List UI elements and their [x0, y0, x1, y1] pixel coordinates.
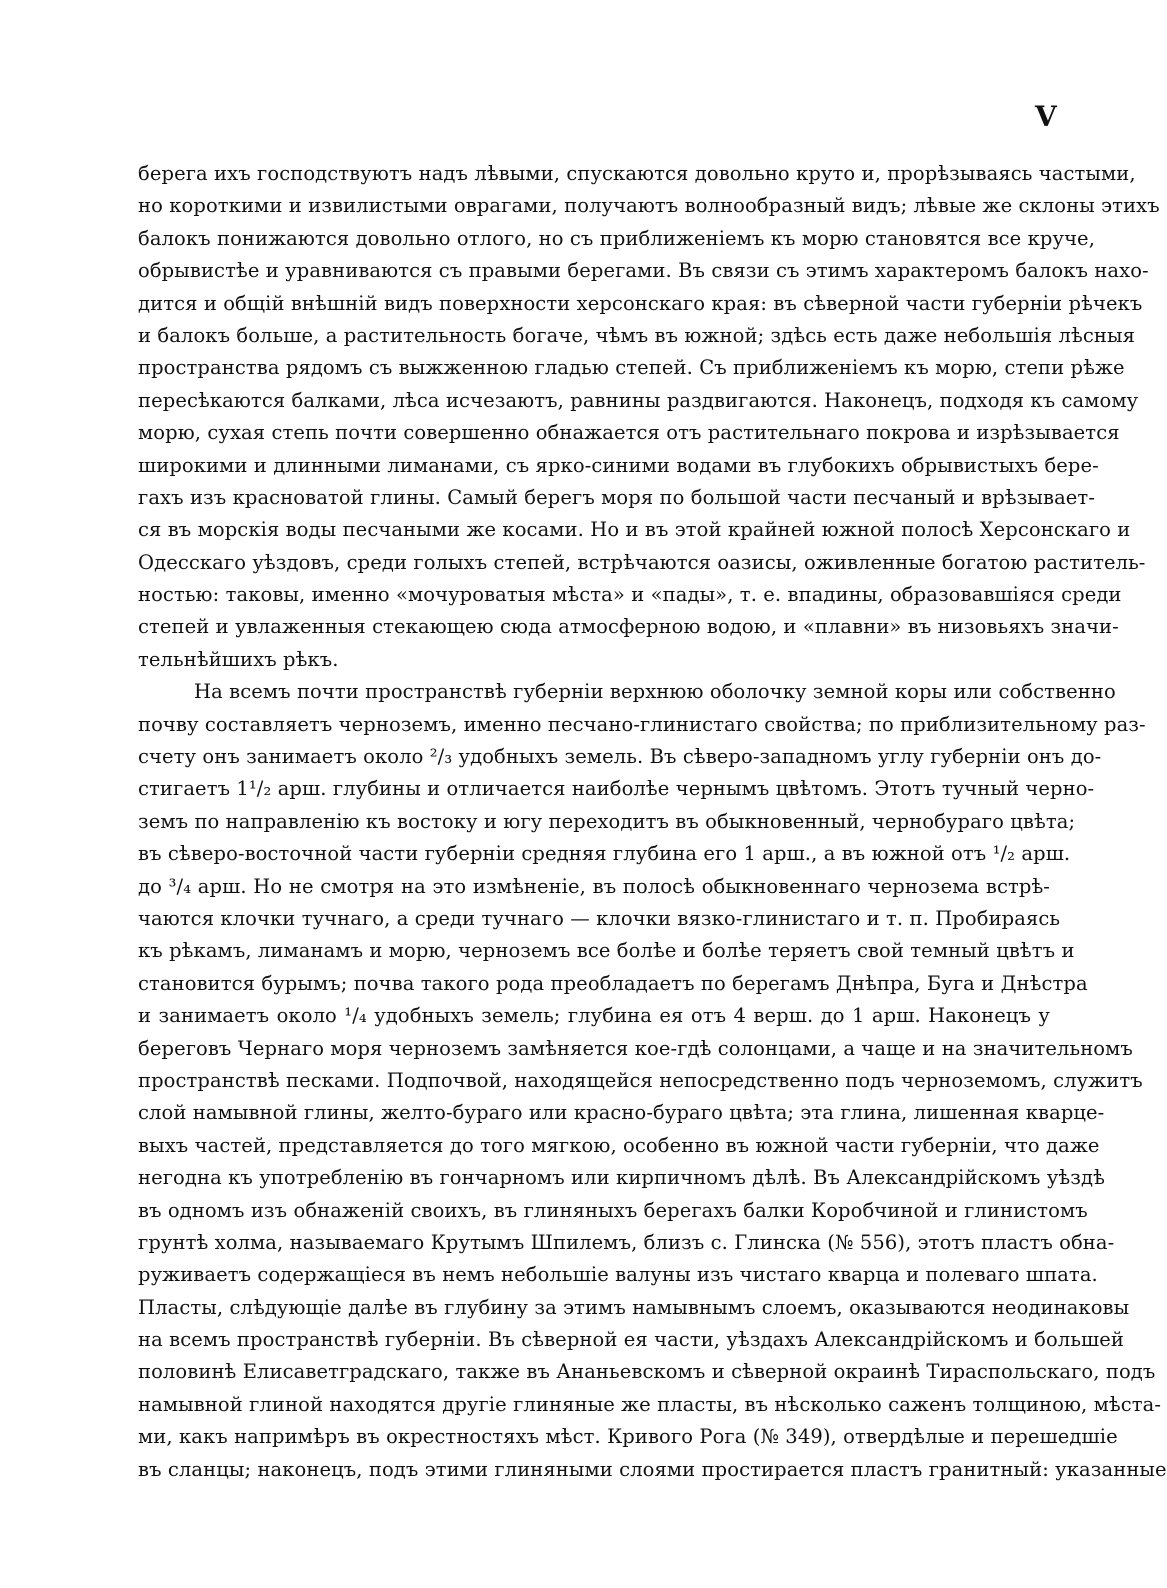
text-line: выхъ частей, представляется до того мягкою, особенно въ южной части губерніи, что даже: [138, 1133, 1100, 1157]
text-line: на всемъ пространствѣ губерніи. Въ сѣверной ея части, уѣздахъ Александрійскомъ и большей: [138, 1328, 1125, 1352]
text-line: Пласты, слѣдующіе далѣе въ глубину за этимъ намывнымъ слоемъ, оказываются неодинаковы: [138, 1295, 1130, 1319]
text-line: дится и общій внѣшній видъ поверхности херсонскаго края: въ сѣверной части губерніи рѣчекъ: [138, 291, 1143, 315]
text-line: къ рѣкамъ, лиманамъ и морю, черноземъ все болѣе и болѣе теряетъ свой темный цвѣтъ и: [138, 939, 1075, 963]
text-line: Одесскаго уѣздовъ, среди голыхъ степей, встрѣчаются оазисы, оживленные богатою раститель-: [138, 550, 1146, 574]
text-line: ми, какъ напримѣръ въ окрестностяхъ мѣст. Кривого Рога (№ 349), отвердѣлые и перешедшіе: [138, 1425, 1118, 1449]
text-line: грунтѣ холма, называемаго Крутымъ Шпилемъ, близъ с. Глинска (№ 556), этотъ пластъ обна-: [138, 1230, 1115, 1254]
text-line: намывной глиной находятся другіе глиняные же пласты, въ нѣсколько саженъ толщиною, мѣста-: [138, 1392, 1162, 1416]
text-line: въ сланцы; наконецъ, подъ этими глиняными слоями простирается пластъ гранитный: указанные: [138, 1457, 1167, 1481]
text-line: въ одномъ изъ обнаженій своихъ, въ глиняныхъ берегахъ балки Коробчиной и глинистомъ: [138, 1198, 1088, 1222]
page-number: V: [1035, 100, 1057, 133]
text-line: морю, сухая степь почти совершенно обнажается отъ растительнаго покрова и изрѣзывается: [138, 421, 1120, 445]
text-line: береговъ Чернаго моря черноземъ замѣняется кое-гдѣ солонцами, а чаще и на значительномъ: [138, 1036, 1133, 1060]
text-line: слой намывной глины, желто-бураго или красно-бураго цвѣта; эта глина, лишенная кварце-: [138, 1101, 1105, 1125]
text-line: негодна къ употребленію въ гончарномъ или кирпичномъ дѣлѣ. Въ Александрійскомъ уѣздѣ: [138, 1166, 1105, 1190]
text-line: На всемъ почти пространствѣ губерніи верхнюю оболочку земной коры или собственно: [194, 680, 1116, 704]
text-line: и занимаетъ около ¹/₄ удобныхъ земель; глубина ея отъ 4 верш. до 1 арш. Наконецъ у: [138, 1004, 1050, 1028]
text-line: стигаетъ 1¹/₂ арш. глубины и отличается наиболѣе чернымъ цвѣтомъ. Этотъ тучный черно-: [138, 777, 1095, 801]
text-line: пространствѣ песками. Подпочвой, находящейся непосредственно подъ черноземомъ, служитъ: [138, 1068, 1143, 1092]
text-line: балокъ понижаются довольно отлого, но съ приближеніемъ къ морю становятся все круче,: [138, 226, 1095, 250]
text-line: пространства рядомъ съ выжженною гладью степей. Съ приближеніемъ къ морю, степи рѣже: [138, 356, 1125, 380]
body-text: [138, 158, 1167, 1486]
text-line: степей и увлаженныя стекающею сюда атмосферною водою, и «плавни» въ низовьяхъ значи-: [138, 615, 1119, 639]
text-line: до ³/₄ арш. Но не смотря на это измѣненіе, въ полосѣ обыкновеннаго чернозема встрѣ-: [138, 874, 1050, 898]
text-line: ностью: таковы, именно «мочуроватыя мѣста» и «пады», т. е. впадины, образовавшіяся среди: [138, 583, 1122, 607]
text-line: становится бурымъ; почва такого рода преобладаетъ по берегамъ Днѣпра, Буга и Днѣстра: [138, 971, 1088, 995]
text-line: пересѣкаются балками, лѣса исчезаютъ, равнины раздвигаются. Наконецъ, подходя къ самому: [138, 388, 1139, 412]
text-line: руживаетъ содержащіеся въ немъ небольшіе валуны изъ чистаго кварца и полеваго шпата.: [138, 1263, 1098, 1287]
text-line: но короткими и извилистыми оврагами, получаютъ волнообразный видъ; лѣвые же склоны этихъ: [138, 194, 1160, 218]
text-line: тельнѣйшихъ рѣкъ.: [138, 647, 339, 671]
text-line: гахъ изъ красноватой глины. Самый берегъ моря по большой части песчаный и врѣзывает-: [138, 485, 1096, 509]
text-line: ся въ морскія воды песчаными же косами. Но и въ этой крайней южной полосѣ Херсонскаго и: [138, 518, 1131, 542]
text-line: въ сѣверо-восточной части губерніи средняя глубина его 1 арш., а въ южной отъ ¹/₂ арш.: [138, 842, 1071, 866]
text-line: чаются клочки тучнаго, а среди тучнаго — клочки вязко-глинистаго и т. п. Пробираясь: [138, 906, 1061, 930]
text-line: почву составляетъ черноземъ, именно песчано-глинистаго свойства; по приблизительному раз-: [138, 712, 1146, 736]
text-line: и балокъ больше, а растительность богаче, чѣмъ въ южной; здѣсь есть даже небольшія лѣсныя: [138, 323, 1136, 347]
text-line: половинѣ Елисаветградскаго, также въ Ананьевскомъ и сѣверной окраинѣ Тираспольскаго, подъ: [138, 1360, 1156, 1384]
text-line: обрывистѣе и уравниваются съ правыми берегами. Въ связи съ этимъ характеромъ балокъ нахо-: [138, 259, 1149, 283]
text-line: счету онъ занимаетъ около ²/₃ удобныхъ земель. Въ сѣверо-западномъ углу губерніи онъ до-: [138, 745, 1102, 769]
text-line: широкими и длинными лиманами, съ ярко-синими водами въ глубокихъ обрывистыхъ бере-: [138, 453, 1099, 477]
text-line: земъ по направленію къ востоку и югу переходитъ въ обыкновенный, чернобураго цвѣта;: [138, 809, 1076, 833]
text-line: берега ихъ господствуютъ надъ лѣвыми, спускаются довольно круто и, прорѣзываясь частыми,: [138, 162, 1136, 185]
